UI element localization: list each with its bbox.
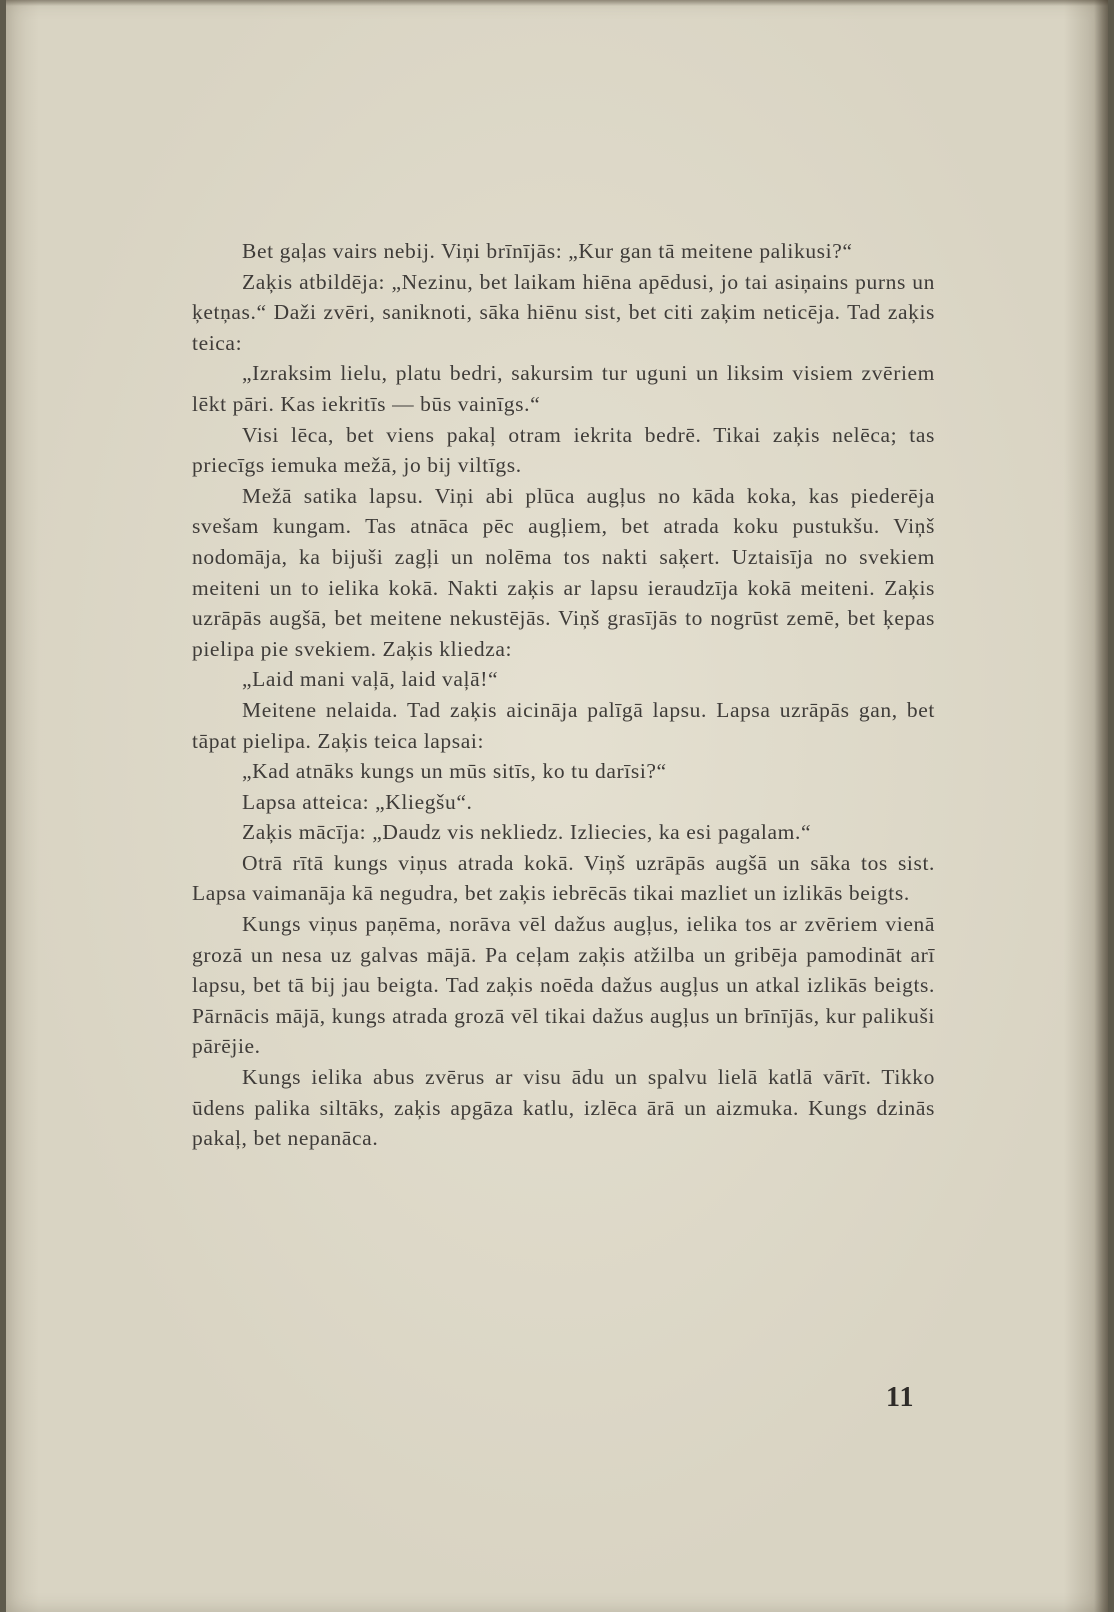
paragraph: Lapsa atteica: „Kliegšu“.: [242, 789, 473, 814]
story-text: [192, 236, 935, 1154]
paragraph: Meitene nelaida. Tad zaķis aicināja palīgā lapsu. Lapsa uzrāpās gan, bet tāpat pielipa. Zaķis teica lapsai:: [192, 697, 935, 753]
paragraph: Kungs ielika abus zvērus ar visu ādu un spalvu lielā katlā vārīt. Tikko ūdens palika siltāks, zaķis apgāza katlu, izlēca ārā un aizmuka. Kungs dzinās pakaļ, bet nepanāca.: [192, 1065, 935, 1151]
paragraph: „Izraksim lielu, platu bedri, sakursim tur uguni un liksim visiem zvēriem lēkt pāri. Kas iekritīs — būs vainīgs.“: [192, 361, 935, 416]
paragraph: Visi lēca, bet viens pakaļ otram iekrita bedrē. Tikai zaķis nelēca; tas priecīgs iemuka mežā, jo bij viltīgs.: [192, 422, 935, 478]
paragraph: Zaķis atbildēja: „Nezinu, bet laikam hiēna apēdusi, jo tai asiņains purns un ķetņas.“ Daži zvēri, saniknoti, sāka hiēnu sist, bet citi zaķim neticēja. Tad zaķis teica:: [192, 269, 935, 355]
page-number: 11: [886, 1382, 915, 1413]
paragraph: Kungs viņus paņēma, norāva vēl dažus augļus, ielika tos ar zvēriem vienā grozā un nesa uz galvas mājā. Pa ceļam zaķis atžilba un gribēja pamodināt arī lapsu, bet tā bij jau beigta. Tad zaķis noēda dažus augļus un atkal izlikās beigts. Pārnācis mājā, kungs atrada grozā vēl tikai dažus augļus un brīnījās, kur palikuši pārējie.: [192, 912, 935, 1059]
page-right-shadow: [1094, 0, 1108, 1612]
book-page: [6, 0, 1108, 1612]
page-top-shadow: [6, 0, 1108, 6]
paragraph: „Kad atnāks kungs un mūs sitīs, ko tu darīsi?“: [242, 759, 667, 784]
paragraph: Otrā rītā kungs viņus atrada kokā. Viņš uzrāpās augšā un sāka tos sist. Lapsa vaimanāja kā negudra, bet zaķis iebrēcās tikai mazliet un izlikās beigts.: [192, 850, 935, 906]
paragraph: „Laid mani vaļā, laid vaļā!“: [242, 667, 499, 692]
paragraph: Bet gaļas vairs nebij. Viņi brīnījās: „Kur gan tā meitene palikusi?“: [242, 239, 853, 263]
paragraph: Zaķis mācīja: „Daudz vis nekliedz. Izliecies, ka esi pagalam.“: [242, 820, 812, 845]
paragraph: Mežā satika lapsu. Viņi abi plūca augļus no kāda koka, kas piederēja svešam kungam. Tas atnāca pēc augļiem, bet atrada koku pustukšu. Viņš nodomāja, ka bijuši zagļi un nolēma tos nakti saķert. Uztaisīja no svekiem meiteni un to ielika kokā. Nakti zaķis ar lapsu ieraudzīja kokā meiteni. Zaķis uzrāpās augšā, bet meitene nekustējās. Viņš grasījās to nogrūst zemē, bet ķepas pielipa pie svekiem. Zaķis kliedza:: [192, 483, 935, 661]
